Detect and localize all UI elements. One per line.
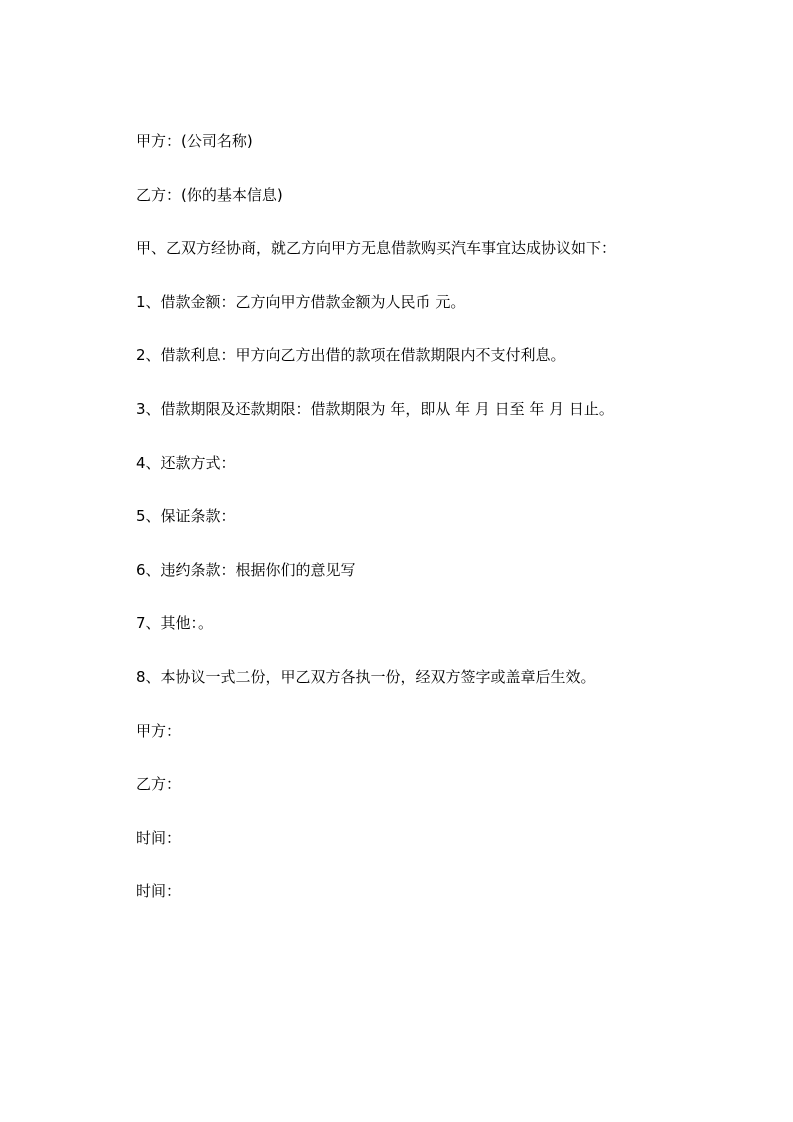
signature-party-b: 乙方： xyxy=(136,775,182,794)
clause-loan-amount: 1、借款金额：乙方向甲方借款金额为人民币 元。 xyxy=(136,292,466,311)
clause-loan-term: 3、借款期限及还款期限：借款期限为 年，即从 年 月 日至 年 月 日止。 xyxy=(136,399,614,418)
agreement-intro: 甲、乙双方经协商，就乙方向甲方无息借款购买汽车事宜达成协议如下： xyxy=(136,239,617,258)
party-b-line: 乙方：(你的基本信息) xyxy=(136,185,283,204)
clause-loan-interest: 2、借款利息：甲方向乙方出借的款项在借款期限内不支付利息。 xyxy=(136,346,566,365)
signature-date-2: 时间： xyxy=(136,882,182,901)
signature-date-1: 时间： xyxy=(136,828,182,847)
agreement-body xyxy=(136,131,696,935)
clause-guarantee: 5、保证条款： xyxy=(136,507,236,526)
clause-repayment-method: 4、还款方式： xyxy=(136,453,236,472)
party-a-line: 甲方：(公司名称) xyxy=(136,132,253,150)
clause-other: 7、其他：。 xyxy=(136,614,214,633)
signature-party-a: 甲方： xyxy=(136,721,182,740)
clause-breach: 6、违约条款：根据你们的意见写 xyxy=(136,560,356,579)
clause-copies-effect: 8、本协议一式二份，甲乙双方各执一份，经双方签字或盖章后生效。 xyxy=(136,667,596,686)
